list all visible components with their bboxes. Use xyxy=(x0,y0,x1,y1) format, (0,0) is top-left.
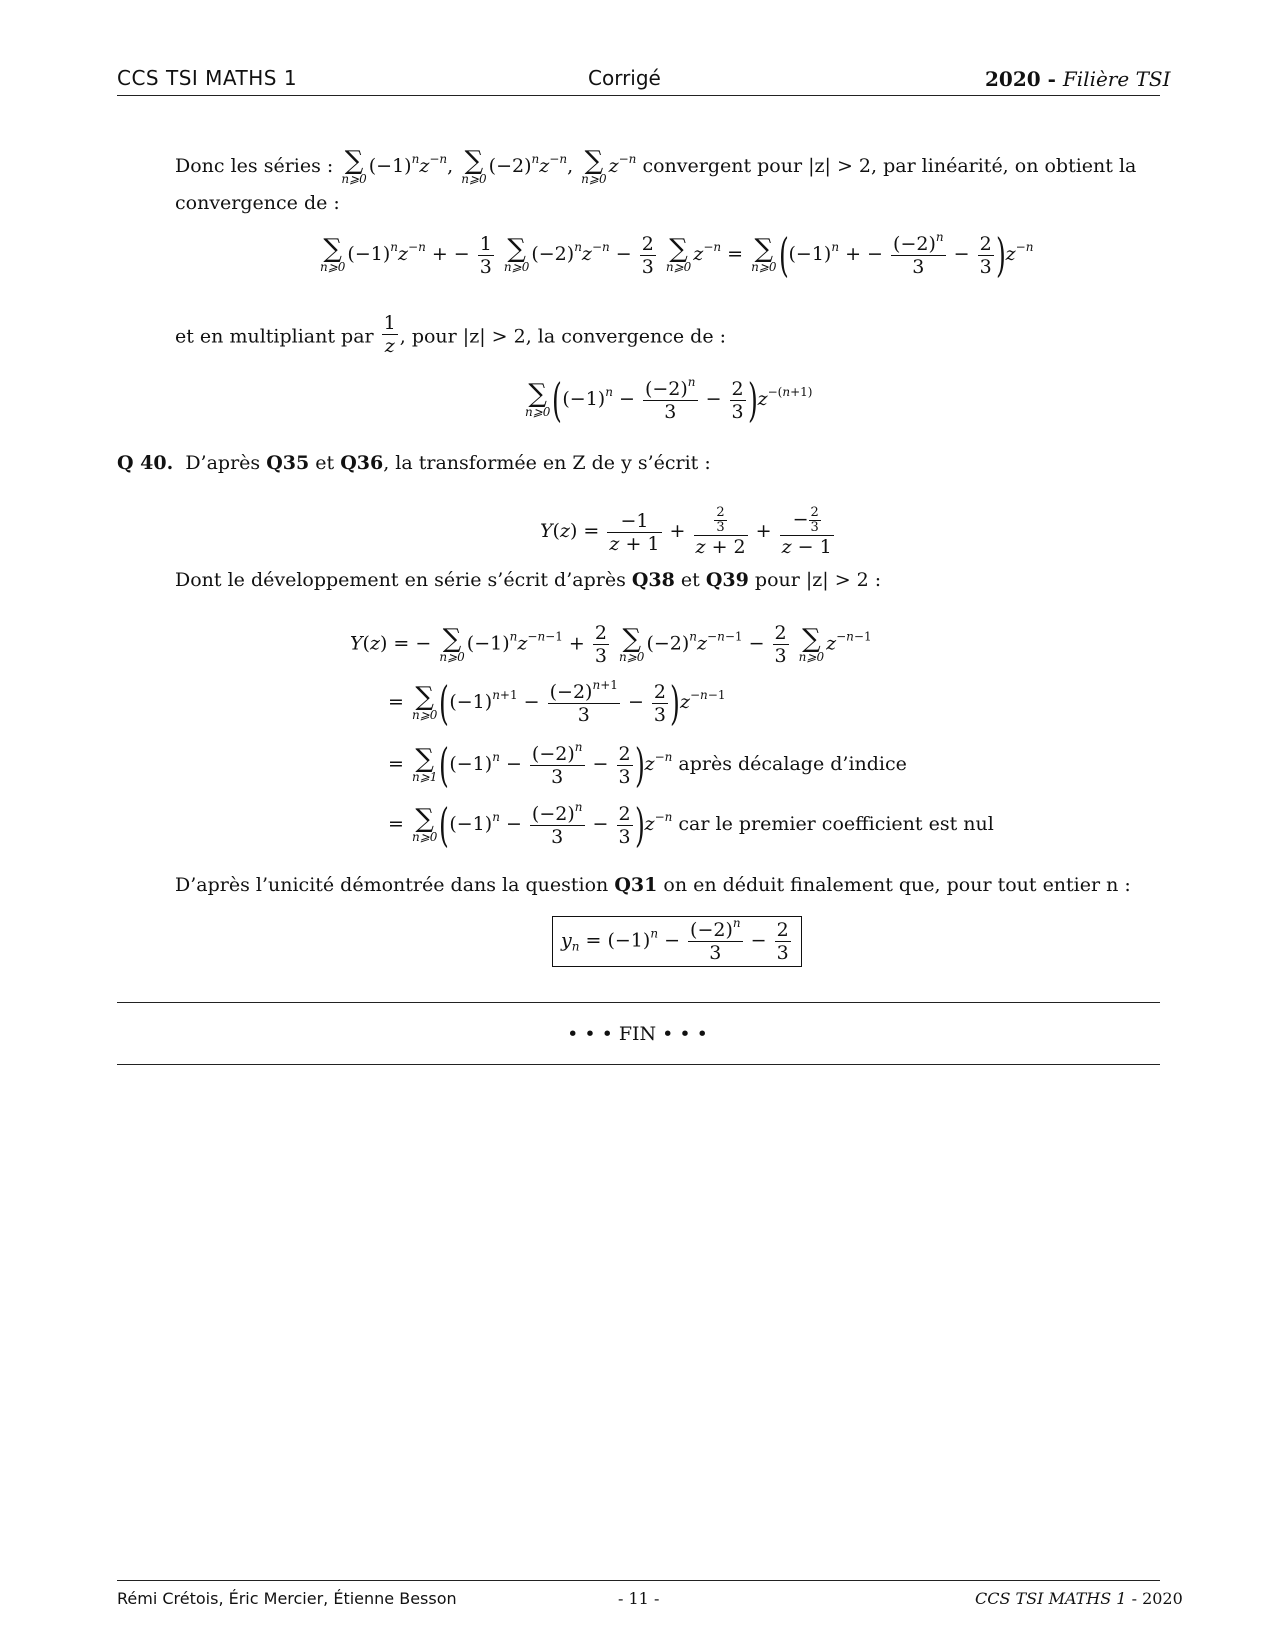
p3-b: et xyxy=(680,569,700,591)
aligned-line-4: = ∑ n⩾0 ($(-1)^n$ − $\frac{(-2)^n}{3}$ − $\frac{2}{3}$ )$z^{-n}$ car le premier coefficient est nul xyxy=(388,798,994,852)
p3-a: Dont le développement en série s’écrit d’après xyxy=(175,569,626,591)
q40-text-a: D’après xyxy=(185,452,261,474)
header-left: CCS TSI MATHS 1 xyxy=(117,66,298,90)
end-rule-bottom xyxy=(117,1064,1160,1065)
footer-rule xyxy=(117,1580,1160,1581)
aligned-line-2: = ∑ n⩾0 ($(-1)^{n+1}$ − $\frac{(-2)^{n+1}}{3}$ − $\frac{2}{3}$ )$z^{-n-1}$ xyxy=(388,676,726,730)
q40-ref1: Q35 xyxy=(266,452,310,474)
footer-page-number: - 11 - xyxy=(618,1589,660,1608)
p1-end: convergent pour |z| > 2, par linéarité, on obtient la xyxy=(642,155,1137,177)
p3-ref2: Q39 xyxy=(705,569,749,591)
series-list-formula: ∑ n⩾0 $(-1)^nz^{-n}$, ∑ n⩾0 $(-2)^nz^{-n}$, ∑ n⩾0 $z^{-n}$ xyxy=(341,146,637,186)
q40-ref2: Q36 xyxy=(340,452,384,474)
header-track: Filière TSI xyxy=(1062,67,1171,91)
equation-shifted-series: ∑ n⩾0 ($(-1)^n$ − $\frac{(-2)^n}{3}$ − $\frac{2}{3}$ )$z^{-(n+1)}$ xyxy=(525,373,813,427)
annotation-first-coefficient: car le premier coefficient est nul xyxy=(678,813,994,835)
header-rule xyxy=(117,95,1160,96)
equation-Y-z: Y(z) = $\frac{-1}{z + 1}$ + $\frac{\frac{2}{3}}{z + 2}$ + − $\frac{2}{3}$ z − 1 xyxy=(540,505,832,558)
p2-start: et en multipliant par xyxy=(175,325,374,348)
aligned-line-3: = ∑ n⩾1 ($(-1)^n$ − $\frac{(-2)^n}{3}$ − $\frac{2}{3}$ )$z^{-n}$ après décalage d’indice xyxy=(388,738,907,792)
footer-right xyxy=(975,1589,1183,1608)
header-right xyxy=(985,67,1171,91)
paragraph-series-convergence xyxy=(175,148,1136,186)
p3-c: pour |z| > 2 : xyxy=(754,569,882,591)
header-center: Corrigé xyxy=(588,66,661,90)
q40-text-c: , la transformée en Z de y s’écrit : xyxy=(383,452,711,474)
footer-right-year: - 2020 xyxy=(1126,1589,1183,1608)
header-year: 2020 xyxy=(985,67,1041,91)
p1-start: Donc les séries : xyxy=(175,155,334,177)
equation-linear-combination: ∑ n⩾0 $(-1)^nz^{-n}$ + − $\frac{1}{3}$ ∑ n⩾0 $(-2)^nz^{-n}$ − $\frac{2}{3}$ ∑ n⩾0 $z^{-n}$ = ∑ n⩾0 ($(-1)^n$ + − $\frac{(-2)^n}{3}$ − $\frac{2}{3}$ )$z^{-n}$ xyxy=(320,228,1034,282)
question-40 xyxy=(117,452,711,475)
p1-line2: convergence de : xyxy=(175,192,340,214)
final-answer-box: $y_n = (-1)^n$ − $\frac{(-2)^n}{3}$ − $\frac{2}{3}$ xyxy=(552,916,802,967)
end-rule-top xyxy=(117,1002,1160,1003)
p4-ref: Q31 xyxy=(614,874,658,896)
p4-b: on en déduit finalement que, pour tout entier n : xyxy=(663,874,1131,896)
footer-authors: Rémi Crétois, Éric Mercier, Étienne Besson xyxy=(117,1589,457,1608)
paragraph-development xyxy=(175,569,881,592)
q40-text-b: et xyxy=(315,452,335,474)
p3-ref1: Q38 xyxy=(631,569,675,591)
p2-end: , pour |z| > 2, la convergence de : xyxy=(399,325,727,348)
p4-a: D’après l’unicité démontrée dans la question xyxy=(175,874,609,896)
paragraph-uniqueness xyxy=(175,874,1131,897)
end-mark: • • • FIN • • • xyxy=(567,1023,708,1045)
footer-right-title: CCS TSI MATHS 1 xyxy=(975,1589,1127,1608)
one-over-z: $\frac{1}{z}$ xyxy=(383,312,396,357)
header-separator: - xyxy=(1040,67,1063,91)
annotation-index-shift: après décalage d’indice xyxy=(678,753,907,775)
paragraph-multiply xyxy=(175,312,727,357)
aligned-line-1: Y(z) = − ∑ n⩾0 $(-1)^nz^{-n-1}$ + $\frac{2}{3}$ ∑ n⩾0 $(-2)^nz^{-n-1}$ − $\frac{2}{3}$ ∑ n⩾0 $z^{-n-1}$ xyxy=(350,622,872,667)
q40-label: Q 40. xyxy=(117,452,174,474)
